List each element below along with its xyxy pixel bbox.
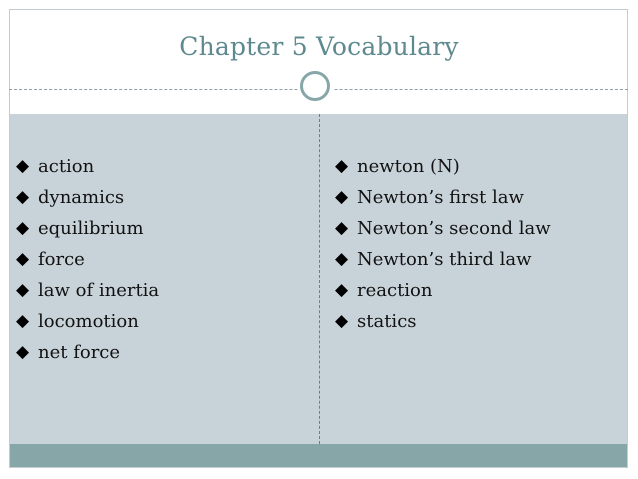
list-item-label: net force [38, 342, 121, 363]
list-item [16, 306, 159, 337]
list-item [335, 182, 551, 213]
list-item-label: locomotion [38, 311, 139, 332]
list-item [335, 306, 551, 337]
list-item [16, 151, 159, 182]
list-item [335, 213, 551, 244]
list-item-label: Newton’s first law [357, 187, 524, 208]
diamond-bullet-icon: ◆ [16, 311, 30, 331]
list-item-label: law of inertia [38, 280, 160, 301]
diamond-bullet-icon: ◆ [16, 342, 30, 362]
bottom-accent-bar [10, 444, 627, 467]
list-item [16, 275, 159, 306]
diamond-bullet-icon: ◆ [335, 218, 349, 238]
diamond-bullet-icon: ◆ [16, 156, 30, 176]
list-item-label: reaction [357, 280, 433, 301]
list-item [335, 275, 551, 306]
list-item [16, 182, 159, 213]
list-item [16, 244, 159, 275]
diamond-bullet-icon: ◆ [335, 156, 349, 176]
diamond-bullet-icon: ◆ [335, 187, 349, 207]
diamond-bullet-icon: ◆ [335, 280, 349, 300]
list-item-label: statics [357, 311, 417, 332]
list-item-label: dynamics [38, 187, 125, 208]
list-item-label: newton (N) [357, 156, 460, 177]
slide-title: Chapter 5 Vocabulary [179, 32, 459, 61]
diamond-bullet-icon: ◆ [16, 249, 30, 269]
diamond-bullet-icon: ◆ [335, 311, 349, 331]
list-item-label: Newton’s third law [357, 249, 532, 270]
list-item [16, 213, 159, 244]
diamond-bullet-icon: ◆ [16, 187, 30, 207]
list-item [335, 244, 551, 275]
list-item-label: equilibrium [38, 218, 144, 239]
list-item [16, 337, 159, 368]
list-item [335, 151, 551, 182]
diamond-bullet-icon: ◆ [16, 280, 30, 300]
list-item-label: Newton’s second law [357, 218, 551, 239]
diamond-bullet-icon: ◆ [335, 249, 349, 269]
list-item-label: force [38, 249, 85, 270]
vocabulary-list-right [335, 151, 551, 337]
list-item-label: action [38, 156, 95, 177]
vocabulary-list-left [16, 151, 159, 368]
column-divider [319, 114, 320, 444]
circle-ornament-icon [300, 71, 330, 101]
diamond-bullet-icon: ◆ [16, 218, 30, 238]
